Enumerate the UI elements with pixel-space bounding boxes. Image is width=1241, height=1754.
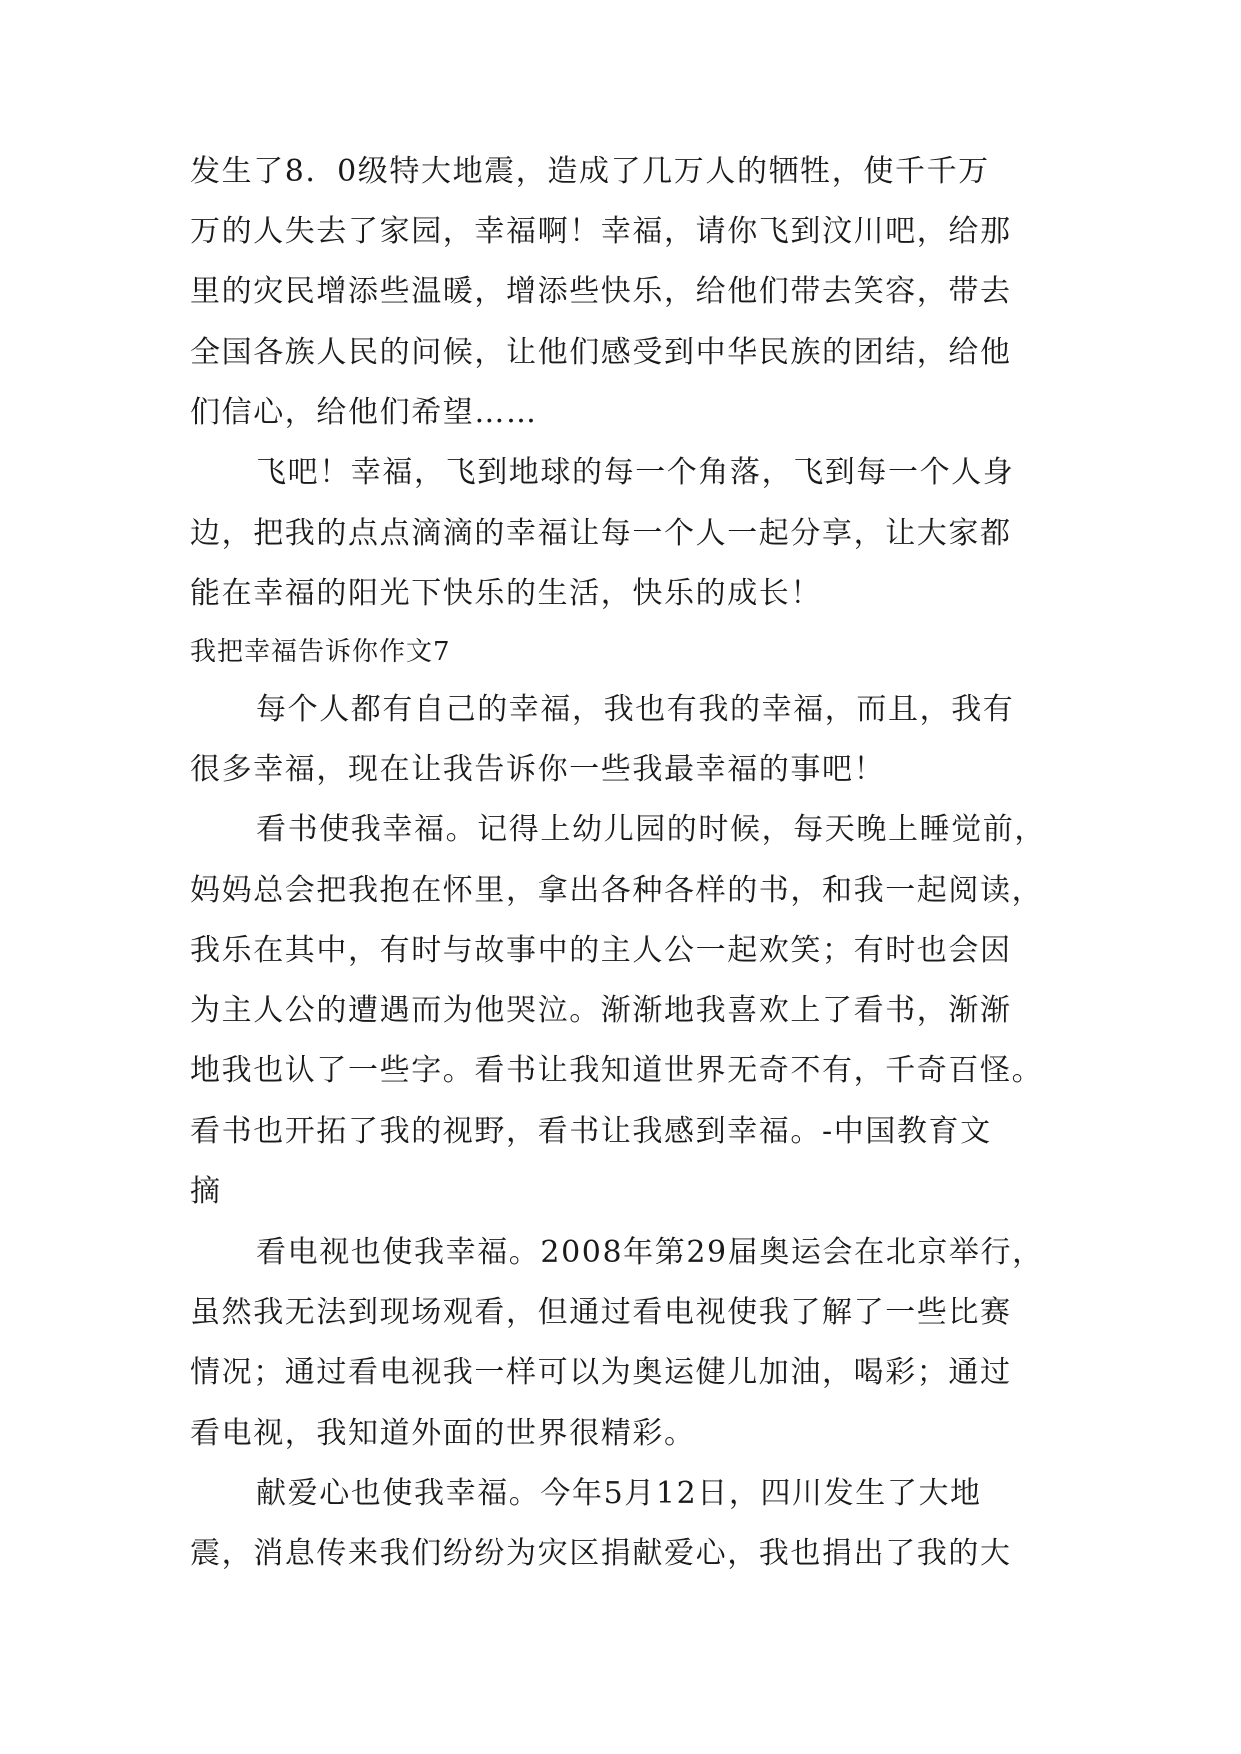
- paragraph-line: 万的人失去了家园，幸福啊！幸福，请你飞到汶川吧，给那: [190, 214, 1012, 249]
- paragraph-line: 全国各族人民的问候，让他们感受到中华民族的团结，给他: [190, 335, 1012, 370]
- paragraph-line: 地我也认了一些字。看书让我知道世界无奇不有，千奇百怪。: [190, 1053, 1044, 1088]
- paragraph-line: 摘: [190, 1174, 222, 1209]
- paragraph-line: 献爱心也使我幸福。今年5月12日，四川发生了大地: [256, 1476, 982, 1511]
- paragraph-line: 情况；通过看电视我一样可以为奥运健儿加油，喝彩；通过: [190, 1355, 1012, 1390]
- paragraph-line: 很多幸福，现在让我告诉你一些我最幸福的事吧！: [190, 752, 886, 787]
- paragraph-line: 为主人公的遭遇而为他哭泣。渐渐地我喜欢上了看书，渐渐: [190, 993, 1012, 1028]
- paragraph-line: 看电视也使我幸福。2008年第29届奥运会在北京举行，: [256, 1235, 1044, 1270]
- paragraph-line: 飞吧！幸福，飞到地球的每一个角落，飞到每一个人身: [256, 455, 1015, 490]
- paragraph-line: 看书也开拓了我的视野，看书让我感到幸福。-中国教育文: [190, 1114, 992, 1149]
- paragraph-line: 妈妈总会把我抱在怀里，拿出各种各样的书，和我一起阅读，: [190, 873, 1044, 908]
- paragraph-line: 看书使我幸福。记得上幼儿园的时候，每天晚上睡觉前，: [256, 812, 1046, 847]
- paragraph-line: 每个人都有自己的幸福，我也有我的幸福，而且，我有: [256, 692, 1015, 727]
- paragraph-line: 能在幸福的阳光下快乐的生活，快乐的成长！: [190, 576, 822, 611]
- paragraph-line: 看电视，我知道外面的世界很精彩。: [190, 1416, 696, 1451]
- section-heading: 我把幸福告诉你作文7: [190, 637, 451, 667]
- paragraph-line: 我乐在其中，有时与故事中的主人公一起欢笑；有时也会因: [190, 933, 1012, 968]
- paragraph-line: 们信心，给他们希望……: [190, 395, 538, 430]
- paragraph-line: 震，消息传来我们纷纷为灾区捐献爱心，我也捐出了我的大: [190, 1536, 1012, 1571]
- paragraph-line: 发生了8．0级特大地震，造成了几万人的牺牲，使千千万: [190, 154, 990, 189]
- paragraph-line: 边，把我的点点滴滴的幸福让每一个人一起分享，让大家都: [190, 516, 1012, 551]
- paragraph-line: 虽然我无法到现场观看，但通过看电视使我了解了一些比赛: [190, 1295, 1012, 1330]
- paragraph-line: 里的灾民增添些温暖，增添些快乐，给他们带去笑容，带去: [190, 274, 1012, 309]
